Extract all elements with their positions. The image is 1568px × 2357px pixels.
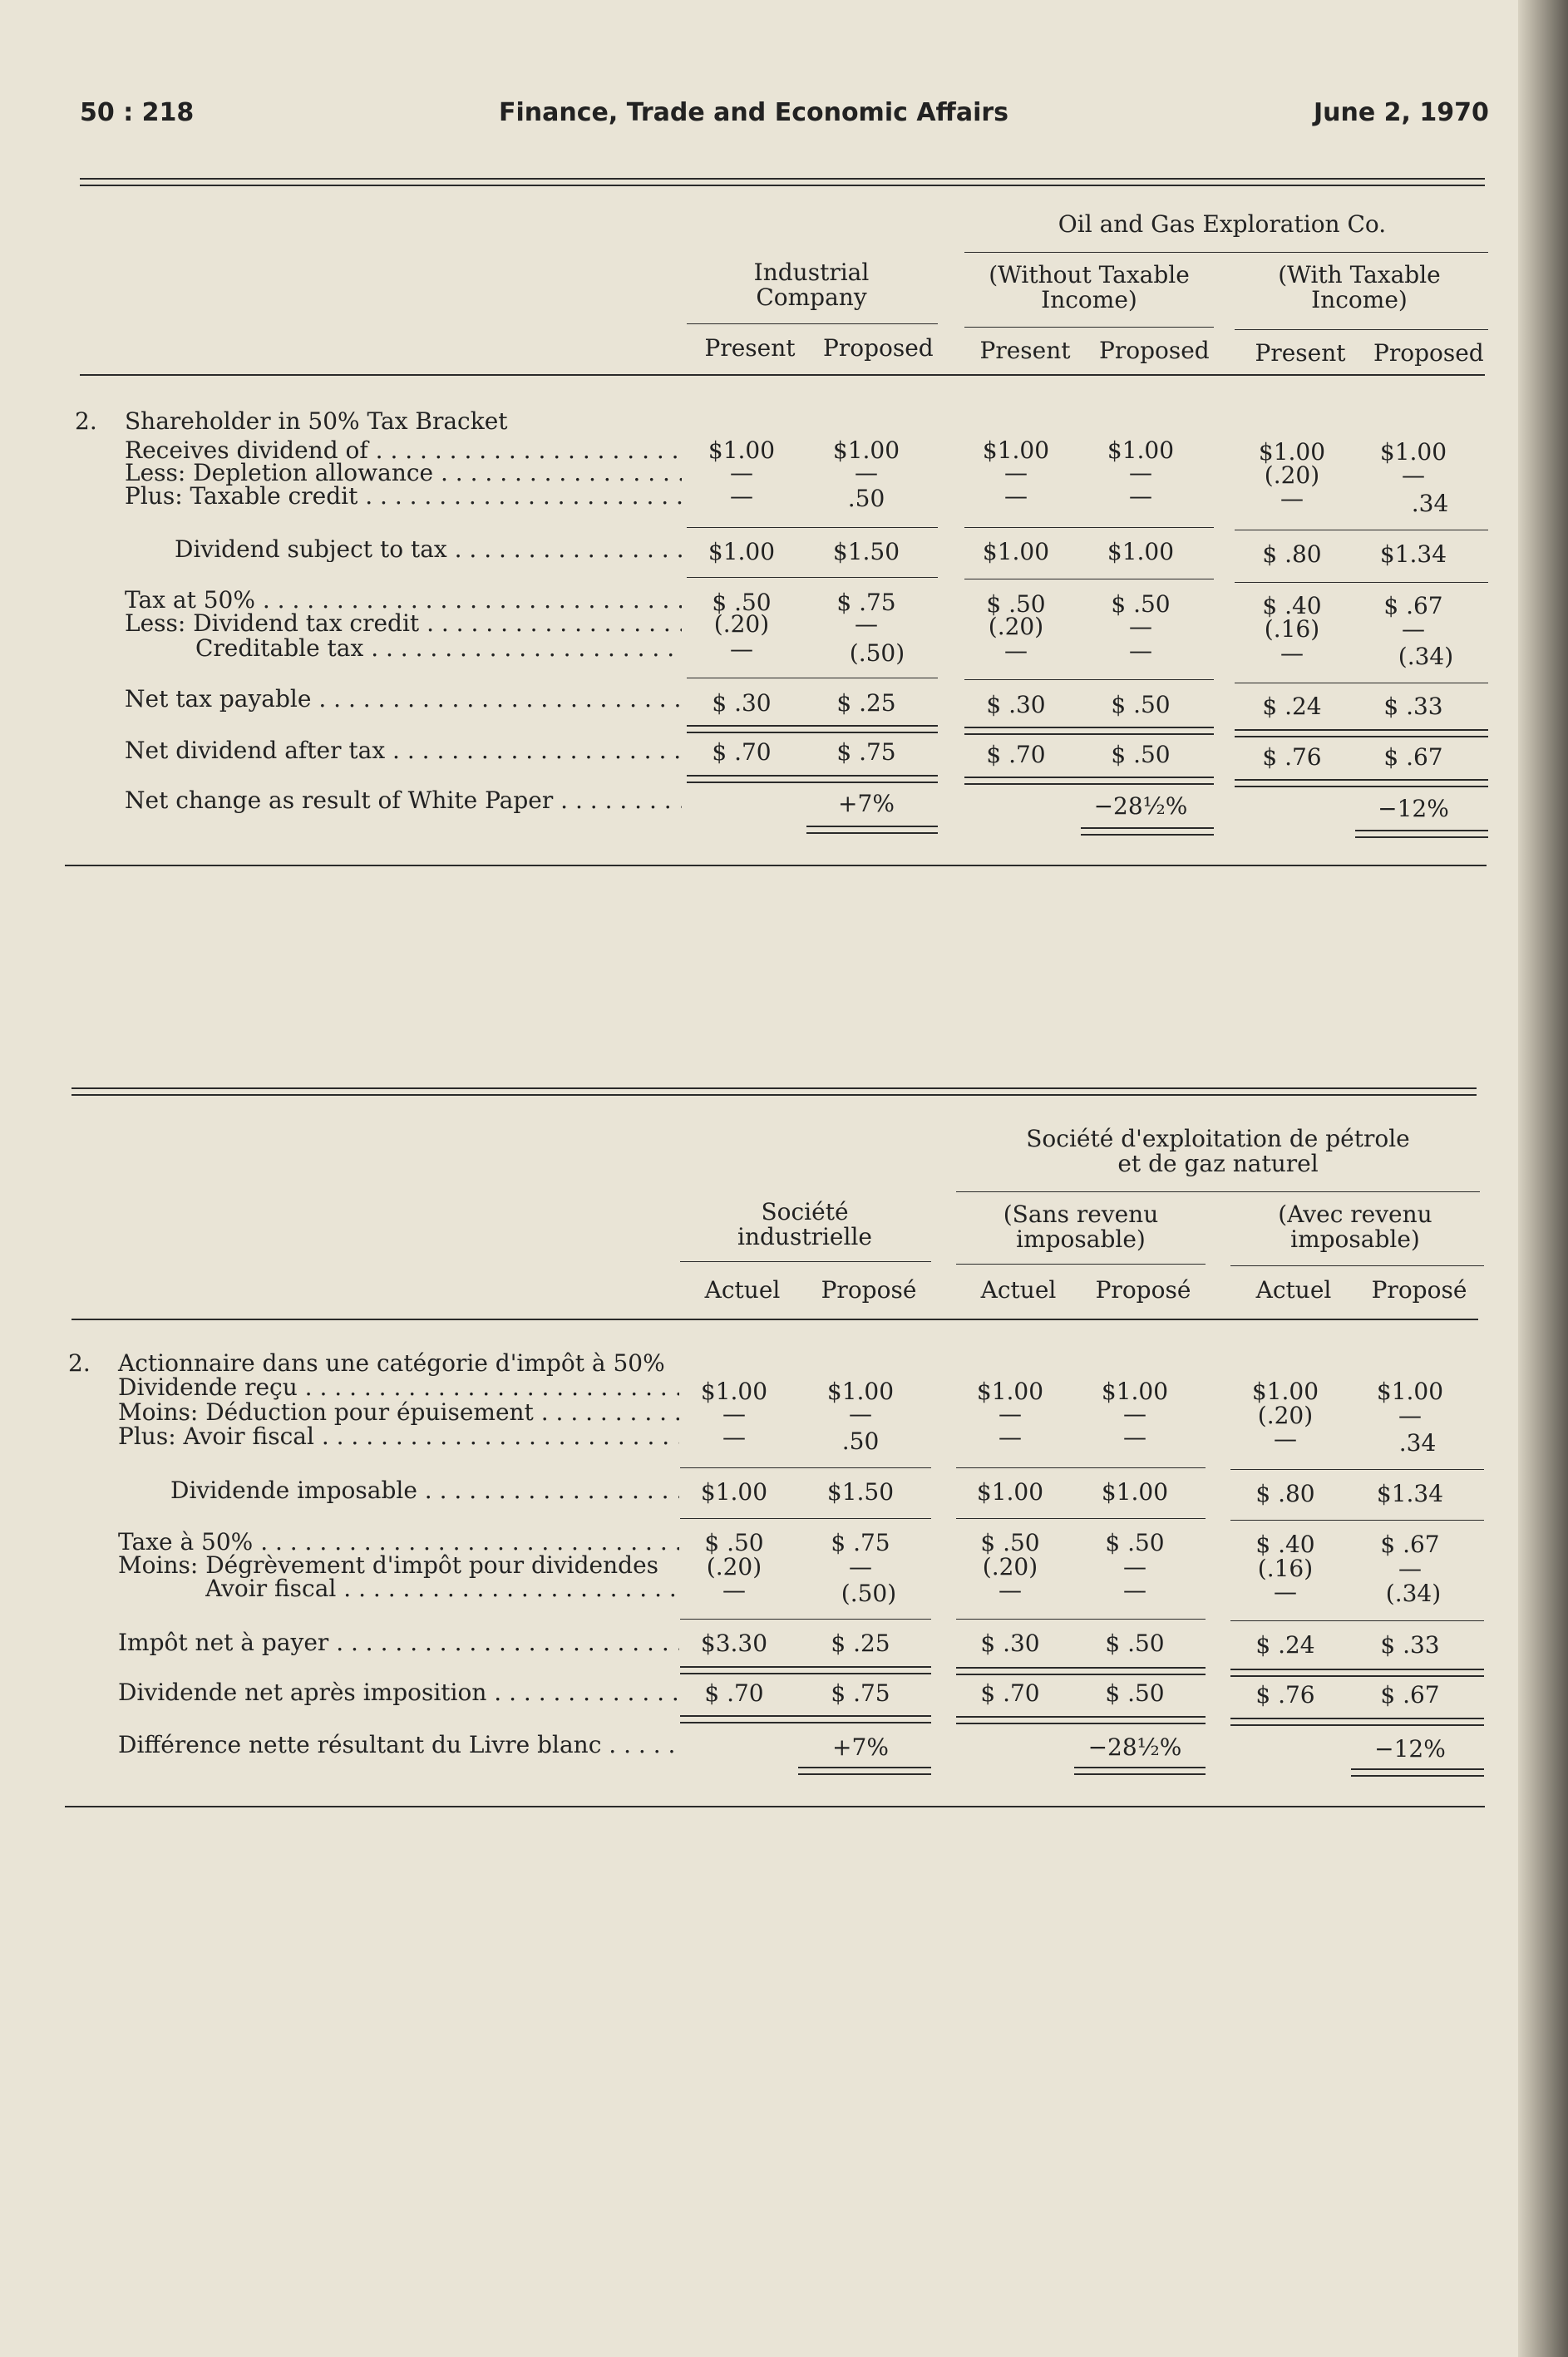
cell: — [1004,637,1028,664]
cell: $1.00 [708,436,776,464]
cell: $ .30 [986,691,1046,718]
row-label: Moins: Dégrèvement d'impôt pour dividendes [118,1551,659,1579]
header-bottom-rule [80,374,1485,376]
col-head-industrial-present: Present [704,334,796,362]
cell: — [1402,615,1425,643]
cell: — [1004,459,1028,486]
cell: $1.00 [1107,538,1175,565]
col-head-without-actuel: Actuel [980,1276,1057,1304]
cell: — [998,1423,1022,1451]
col-head-with-actuel: Actuel [1255,1276,1332,1304]
cell: $1.00 [1376,1378,1444,1405]
cell: $ .70 [986,741,1046,768]
section-number: 2. [75,407,97,435]
cell: .34 [1411,490,1449,517]
cell: (.20) [1257,1402,1314,1429]
cell: .34 [1398,1429,1437,1457]
cell: $ .75 [831,1529,890,1556]
net-change-with: −12% [1378,795,1449,822]
cell: — [1123,1423,1146,1451]
cell: $1.00 [1101,1478,1169,1506]
cell: $ .75 [836,589,896,616]
cell: — [730,459,753,486]
cell: $ .50 [1105,1529,1165,1556]
cell: — [998,1400,1022,1428]
cell: (.50) [849,639,905,667]
cell: $1.00 [1251,1378,1319,1405]
col-group-oil-gas: Société d'exploitation de pétrole et de gaz naturel [1026,1125,1410,1177]
col-head-without-propose: Proposé [1095,1276,1191,1304]
cell: $ .67 [1380,1531,1440,1558]
row-label: Dividende imposable . . . [170,1478,679,1503]
table-bottom-rule [65,1806,1485,1807]
col-head-with-propose: Proposé [1371,1276,1467,1304]
cell: — [1123,1576,1146,1604]
page-spine-shadow [1518,0,1568,2357]
cell: — [1398,1555,1422,1582]
cell: .50 [847,485,885,512]
page-title: Finance, Trade and Economic Affairs [499,98,1009,127]
row-label: Plus: Avoir fiscal . . . [118,1424,679,1449]
cell: $ .50 [1105,1679,1165,1707]
cell: $1.00 [700,1378,768,1405]
cell: $ .67 [1383,743,1443,771]
cell: (.20) [706,1553,762,1580]
cell: — [998,1576,1022,1604]
cell: $ .33 [1380,1631,1440,1659]
cell: — [722,1576,746,1604]
table-bottom-rule [65,865,1487,866]
cell: $ .80 [1262,540,1322,568]
cell: (.34) [1385,1580,1442,1607]
cell: $1.50 [826,1478,895,1506]
net-change-industrial: +7% [838,790,895,817]
cell: — [1398,1402,1422,1429]
col-group-without-taxable: (Sans revenu imposable) [1003,1201,1159,1253]
cell: $ .76 [1255,1681,1315,1709]
cell: $ .24 [1262,693,1322,720]
cell: $1.00 [1379,438,1447,466]
col-group-with-taxable: (Avec revenu imposable) [1278,1201,1432,1253]
col-group-with-taxable: (With Taxable Income) [1278,261,1441,313]
row-label: Net dividend after tax . . . [125,738,682,763]
cell: (.16) [1264,615,1320,643]
table-top-rule [71,1087,1477,1096]
cell: — [849,1400,872,1428]
cell: $1.00 [1101,1378,1169,1405]
cell: — [722,1423,746,1451]
row-label: Dividend subject to tax . . . [175,537,682,562]
cell: $ .50 [1111,741,1171,768]
cell: — [855,610,878,638]
cell: — [1274,1425,1297,1452]
cell: $1.00 [976,1478,1044,1506]
cell: $ .25 [831,1630,890,1657]
col-head-with-present: Present [1255,339,1346,367]
cell: $1.00 [982,538,1050,565]
section-number: 2. [68,1349,91,1377]
cell: (.20) [982,1553,1038,1580]
cell: (.20) [988,613,1044,640]
net-change-without: −28½% [1093,792,1188,820]
cell: — [1274,1578,1297,1605]
cell: $3.30 [700,1630,768,1657]
row-label: Receives dividend of . . . [125,438,682,463]
cell: $ .67 [1380,1681,1440,1709]
cell: $ .80 [1255,1480,1315,1507]
cell: $ .50 [1111,691,1171,718]
cell: $ .75 [836,738,896,766]
row-label: Plus: Taxable credit . . . [125,484,682,509]
cell: $ .30 [712,689,772,717]
col-head-without-present: Present [979,337,1071,364]
row-label: Dividende net après imposition . . . [118,1680,679,1705]
cell: $ .70 [704,1679,764,1707]
section-title: Actionnaire dans une catégorie d'impôt à 50% [118,1349,665,1377]
cell: $ .24 [1255,1631,1315,1659]
cell: — [1123,1553,1146,1580]
row-label: Creditable tax . . . [195,636,682,661]
cell: — [1004,482,1028,510]
row-label: Dividende reçu . . . [118,1375,679,1400]
cell: $ .30 [980,1630,1040,1657]
row-label: Less: Depletion allowance . . . [125,461,682,486]
section-title: Shareholder in 50% Tax Bracket [125,407,508,435]
cell: $ .67 [1383,592,1443,619]
header-bottom-rule [71,1319,1478,1320]
cell: (.20) [713,610,770,638]
page-date: June 2, 1970 [1314,98,1489,127]
row-label: Impôt net à payer . . . [118,1630,679,1655]
col-group-oil-gas: Oil and Gas Exploration Co. [1058,210,1387,238]
col-group-without-taxable: (Without Taxable Income) [989,261,1190,313]
cell: $ .50 [704,1529,764,1556]
cell: — [1280,639,1304,667]
cell: $ .33 [1383,693,1443,720]
col-head-with-proposed: Proposed [1373,339,1484,367]
cell: — [1123,1400,1146,1428]
row-label: Less: Dividend tax credit . . . [125,611,682,636]
col-head-industrial-propose: Proposé [821,1276,917,1304]
cell: $ .50 [1105,1630,1165,1657]
col-head-without-proposed: Proposed [1099,337,1210,364]
net-change-without: −28½% [1087,1733,1182,1761]
cell: $1.00 [982,436,1050,464]
cell: $ .70 [712,738,772,766]
cell: — [1129,459,1152,486]
cell: $1.00 [1258,438,1326,466]
cell: — [1402,461,1425,489]
col-group-industrial: Industrial Company [753,259,870,311]
cell: — [730,482,753,510]
cell: .50 [841,1428,880,1455]
row-label: Moins: Déduction pour épuisement . . . [118,1400,679,1425]
cell: $ .70 [980,1679,1040,1707]
cell: $ .76 [1262,743,1322,771]
col-group-industrial: Société industrielle [737,1198,872,1250]
cell: $1.00 [708,538,776,565]
net-change-label: Différence nette résultant du Livre blanc . . . [118,1733,679,1758]
cell: (.50) [841,1580,897,1607]
col-head-industrial-actuel: Actuel [704,1276,781,1304]
cell: $ .25 [836,689,896,717]
cell: $ .40 [1255,1531,1315,1558]
col-head-industrial-proposed: Proposed [823,334,934,362]
row-label: Taxe à 50% . . . [118,1530,679,1555]
cell: (.16) [1257,1555,1314,1582]
cell: $ .50 [986,590,1046,618]
cell: $1.00 [1107,436,1175,464]
net-change-with: −12% [1374,1735,1446,1763]
page-number: 50 : 218 [80,98,195,127]
cell: — [730,635,753,663]
cell: — [849,1553,872,1580]
net-change-industrial: +7% [832,1733,889,1761]
cell: $1.34 [1376,1480,1444,1507]
cell: $1.00 [976,1378,1044,1405]
cell: $ .40 [1262,592,1322,619]
cell: $1.50 [832,538,900,565]
cell: — [722,1400,746,1428]
net-change-label: Net change as result of White Paper . . . [125,788,682,813]
cell: $ .50 [712,589,772,616]
cell: (.34) [1398,643,1454,670]
cell: — [855,459,878,486]
cell: — [1129,482,1152,510]
table-top-rule [80,178,1485,186]
row-label: Net tax payable . . . [125,687,682,712]
cell: (.20) [1264,461,1320,489]
cell: $ .50 [980,1529,1040,1556]
row-label: Avoir fiscal . . . [205,1576,679,1601]
cell: $ .75 [831,1679,890,1707]
cell: $ .50 [1111,590,1171,618]
cell: — [1129,637,1152,664]
cell: — [1129,613,1152,640]
cell: $1.00 [826,1378,895,1405]
cell: $1.34 [1379,540,1447,568]
cell: — [1280,485,1304,512]
cell: $1.00 [832,436,900,464]
cell: $1.00 [700,1478,768,1506]
row-label: Tax at 50% . . . [125,588,682,613]
